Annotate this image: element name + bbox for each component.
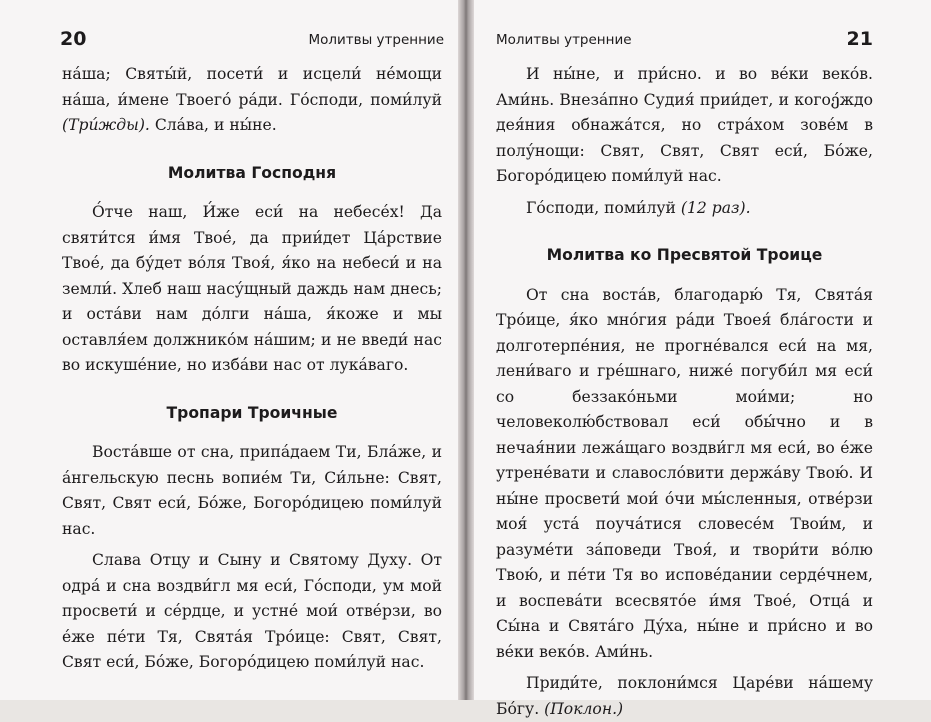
rubric: (12 раз).	[680, 198, 751, 217]
text-run: на́ша; Святы́й, посети́ и исцели́ не́мощи на́ша, и́мене Твоего́ ра́ди. Го́споди, поми́луй	[62, 65, 442, 109]
book-gutter	[458, 0, 474, 700]
paragraph: И ны́не, и при́сно. и во ве́ки веко́в. Ами́нь. Внеза́пно Судия́ прии́дет, и когоე́ждо дея́ния обнажа́тся, но стра́хом зове́м в полу́нощи: Свят, Свят, Свят еси́, Бо́же, Богоро́дицею поми́луй нас.	[496, 65, 873, 185]
running-head: Молитвы утренние	[308, 32, 444, 48]
page-number: 20	[60, 28, 87, 50]
section-heading: Молитва Господня	[167, 163, 337, 182]
right-page-header	[496, 28, 873, 54]
paragraph: От сна воста́в, благодарю́ Тя, Свята́я Тро́ице, я́ко мно́гия ра́ди Твоея́ бла́гости и долготерпе́ния, не прогне́вался еси́ на мя, лени́ваго и гре́шнаго, ниже́ погуби́л мя еси́ со беззако́ньми мои́ми; но человеколю́бствовал еси́ обы́чно и в нечая́нии лежа́щаго воздви́гл мя еси́, во е́же утрене́вати и славосло́вити держа́ву Твою́. И ны́не просвети́ мои́ о́чи мы́сленныя, отве́рзи моя́ уста́ поуча́тися словесе́м Твои́м, и разуме́ти за́поведи Твоя́, и твори́ти во́лю Твою́, и пе́ти Тя во испове́дании серде́чнем, и воспева́ти всесвято́е и́мя Твое́, Отца́ и Сы́на и Свята́го Ду́ха, ны́не и при́сно и во ве́ки веко́в. Ами́нь.	[496, 285, 873, 661]
page-number: 21	[846, 28, 873, 50]
left-page-body	[62, 62, 442, 676]
paragraph	[496, 196, 873, 222]
left-page	[0, 0, 458, 700]
section-heading: Молитва ко Пресвятой Троице	[546, 246, 823, 264]
text-run: Го́споди, поми́луй	[526, 198, 676, 217]
paragraph	[62, 62, 442, 139]
right-page-body	[496, 62, 873, 722]
rubric: (Три́жды).	[62, 116, 150, 134]
paragraph: Слава Отцу и Сыну и Святому Духу. От одра́ и сна воздви́гл мя еси́, Го́споди, ум мой просвети́ и се́рдце, и устне́ мои́ отве́рзи, во е́же пе́ти Тя, Свята́я Тро́ице: Свят, Свят, Свят еси́, Бо́же, Богоро́дицею поми́луй нас.	[62, 551, 442, 671]
text-run: Приди́те, поклони́мся Царе́ви на́шему Бо́гу.	[496, 674, 873, 718]
section-heading: Тропари Троичные	[166, 403, 338, 422]
running-head: Молитвы утренние	[496, 32, 632, 48]
rubric: (Поклон.)	[544, 699, 624, 718]
paragraph: Воста́вше от сна, припа́даем Ти, Бла́же, и а́нгельскую песнь вопие́м Ти, Си́льне: Свят, Свят, Свят еси́, Бо́же, Богоро́дицею поми́луй нас.	[62, 443, 442, 538]
paragraph: О́тче наш, И́же еси́ на небесе́х! Да святи́тся и́мя Твое́, да прии́дет Ца́рствие Твое́, да бу́дет во́ля Твоя́, я́ко на небеси́ и на земли́. Хлеб наш насу́щный даждь нам днесь; и оста́ви нам до́лги на́ша, я́коже и мы оставля́ем должнико́м на́шим; и не введи́ нас во искуше́ние, но изба́ви нас от лука́ваго.	[62, 203, 442, 374]
paragraph	[496, 671, 873, 722]
text-run: Сла́ва, и ны́не.	[154, 116, 277, 134]
right-page	[474, 0, 931, 718]
left-page-header	[60, 28, 444, 54]
